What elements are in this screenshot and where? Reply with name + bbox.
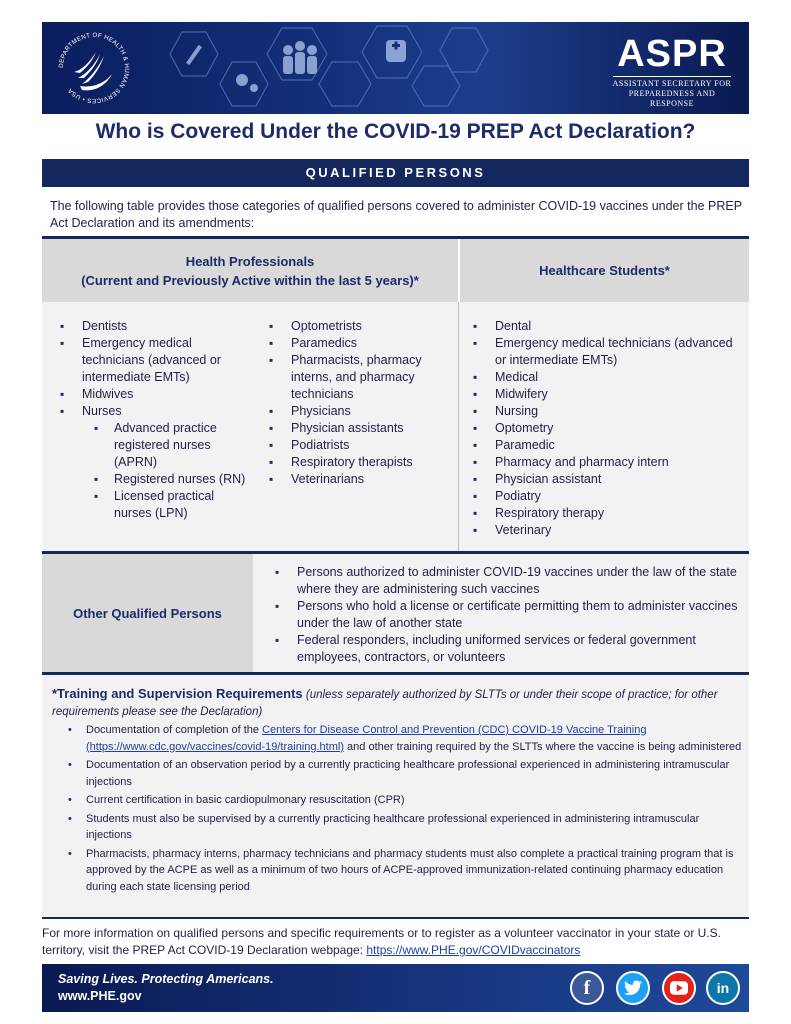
- list-item: ▪ Paramedic: [467, 437, 745, 454]
- header-healthcare-students: Healthcare Students*: [460, 239, 749, 302]
- footer-tagline-block: [58, 971, 274, 1005]
- table-header-row: [42, 239, 749, 302]
- health-professionals-right-list: [263, 318, 453, 488]
- list-item: ▪ Veterinarians: [263, 471, 453, 488]
- footer-bar: [42, 964, 749, 1012]
- list-item: ▪ Respiratory therapists: [263, 454, 453, 471]
- training-item1-text: Documentation of completion of the: [86, 724, 263, 736]
- twitter-bird-icon: [624, 980, 642, 996]
- footer-website[interactable]: www.PHE.gov: [58, 989, 142, 1003]
- page-title: Who is Covered Under the COVID-19 PREP Act Declaration?: [95, 120, 696, 143]
- section-bar-qualified-persons: QUALIFIED PERSONS: [42, 159, 749, 187]
- list-item: ▪ Registered nurses (RN): [88, 471, 254, 488]
- other-qualified-body: [253, 554, 749, 672]
- list-item: ▪ Optometrists: [263, 318, 453, 335]
- list-item: ▪ Midwives: [54, 386, 254, 403]
- header-health-professionals-line2: (Current and Previously Active within the last 5 years)*: [81, 272, 419, 288]
- aspr-subtitle-line2: PREPAREDNESS AND RESPONSE: [628, 89, 716, 108]
- list-item: ▪ Licensed practical nurses (LPN): [88, 488, 254, 522]
- list-item: ▪ Optometry: [467, 420, 745, 437]
- youtube-play-icon: [670, 981, 688, 995]
- list-item: ▪ Paramedics: [263, 335, 453, 352]
- seal-text: DEPARTMENT OF HEALTH & HUMAN SERVICES • USA: [57, 31, 131, 105]
- list-item: ▪ Advanced practice registered nurses (APRN): [88, 420, 254, 471]
- list-item: ▪ Podiatry: [467, 488, 745, 505]
- list-item: ▪ Respiratory therapy: [467, 505, 745, 522]
- aspr-subtitle-line1: ASSISTANT SECRETARY FOR: [612, 79, 732, 88]
- hhs-seal-logo: [54, 28, 134, 108]
- list-item: ▪ Veterinary: [467, 522, 745, 539]
- training-title: *Training and Supervision Requirements: [52, 686, 303, 701]
- more-info-paragraph: [42, 925, 749, 959]
- list-item: ▪ Midwifery: [467, 386, 745, 403]
- svg-text:DEPARTMENT OF HEALTH & HUMAN S: [58, 32, 130, 104]
- facebook-icon[interactable]: [570, 971, 604, 1005]
- header-health-professionals: [42, 239, 458, 302]
- training-item1-text-end: and other training required by the SLTTs where the vaccine is being administered: [344, 740, 742, 753]
- twitter-icon[interactable]: [616, 971, 650, 1005]
- list-item: ▪ Dentists: [54, 318, 254, 335]
- covid-vaccinators-link[interactable]: https://www.PHE.gov/COVIDvaccinators: [366, 943, 581, 957]
- list-item: ▪ Persons who hold a license or certificate permitting them to administer vaccines under the law of another state: [269, 598, 739, 632]
- list-item: ▪ Physician assistant: [467, 471, 745, 488]
- list-item: • Pharmacists, pharmacy interns, pharmacy technicians and pharmacy students must also complete a practical training program that is approved by the ACPE as well as a minimum of two hours of ACPE-approved immunization-related continuing pharmacy education during each state licensing period: [42, 846, 742, 896]
- list-item: ▪ Pharmacy and pharmacy intern: [467, 454, 745, 471]
- aspr-logo-text: ASPR: [617, 33, 727, 75]
- training-list: [42, 722, 742, 897]
- other-qualified-row: [42, 554, 749, 672]
- list-item: • Current certification in basic cardiopulmonary resuscitation (CPR): [42, 792, 742, 809]
- training-heading: [52, 685, 742, 721]
- healthcare-students-list: [467, 318, 745, 539]
- youtube-icon[interactable]: [662, 971, 696, 1005]
- list-item: ▪ Dental: [467, 318, 745, 335]
- footer-tagline: Saving Lives. Protecting Americans.: [58, 972, 274, 986]
- nurse-types-list: [88, 420, 254, 522]
- medical-hexagon-graphic: [162, 22, 492, 114]
- list-item: ▪ Pharmacists, pharmacy interns, and pharmacy technicians: [263, 352, 453, 403]
- list-item: • Students must also be supervised by a currently practicing healthcare professional experienced in administering intramuscular injections: [42, 811, 742, 844]
- aspr-logo: [607, 33, 737, 108]
- header-health-professionals-line1: Health Professionals: [185, 253, 315, 269]
- list-item: ▪ Nursing: [467, 403, 745, 420]
- linkedin-glyph: in: [716, 980, 730, 996]
- list-item: ▪ Physicians: [263, 403, 453, 420]
- list-item: [42, 722, 742, 755]
- list-item: ▪ Physician assistants: [263, 420, 453, 437]
- list-item: ▪ Emergency medical technicians (advanced or intermediate EMTs): [54, 335, 254, 386]
- nurses-label: Nurses: [82, 404, 122, 418]
- list-item: ▪ Medical: [467, 369, 745, 386]
- cdc-training-link[interactable]: Centers for Disease Control and Prevention (CDC) COVID-19 Vaccine Training: [262, 724, 647, 736]
- table-body-row: [42, 302, 749, 551]
- list-item: ▪ Persons authorized to administer COVID-19 vaccines under the law of the state where they are administering such vaccines: [269, 564, 739, 598]
- list-item: • Documentation of an observation period by a currently practicing healthcare professional experienced in administering intramuscular injections: [42, 757, 742, 790]
- cdc-training-url-link[interactable]: (https://www.cdc.gov/vaccines/covid-19/training.html): [86, 740, 344, 753]
- linkedin-icon[interactable]: [706, 971, 740, 1005]
- list-item: ▪ Federal responders, including uniformed services or federal government employees, contractors, or volunteers: [269, 632, 739, 666]
- more-info-text: For more information on qualified persons and specific requirements or to register as a volunteer vaccinator in your state or U.S. territory, visit the PREP Act COVID-19 Declaration webpage:: [42, 926, 721, 957]
- training-requirements-box: [42, 675, 749, 919]
- list-item: ▪ Emergency medical technicians (advanced or intermediate EMTs): [467, 335, 745, 369]
- intro-paragraph: The following table provides those categories of qualified persons covered to administer COVID-19 vaccines under the PREP Act Declaration and its amendments:: [50, 199, 742, 230]
- other-qualified-label: Other Qualified Persons: [42, 554, 253, 672]
- list-item: [54, 403, 254, 522]
- health-professionals-left-list: [54, 318, 254, 522]
- list-item: ▪ Podiatrists: [263, 437, 453, 454]
- training-note: (unless separately authorized by SLTTs or under their scope of practice; for other requirements please see the Declaration): [52, 689, 718, 718]
- facebook-glyph: f: [583, 976, 591, 999]
- header-banner: [42, 22, 749, 114]
